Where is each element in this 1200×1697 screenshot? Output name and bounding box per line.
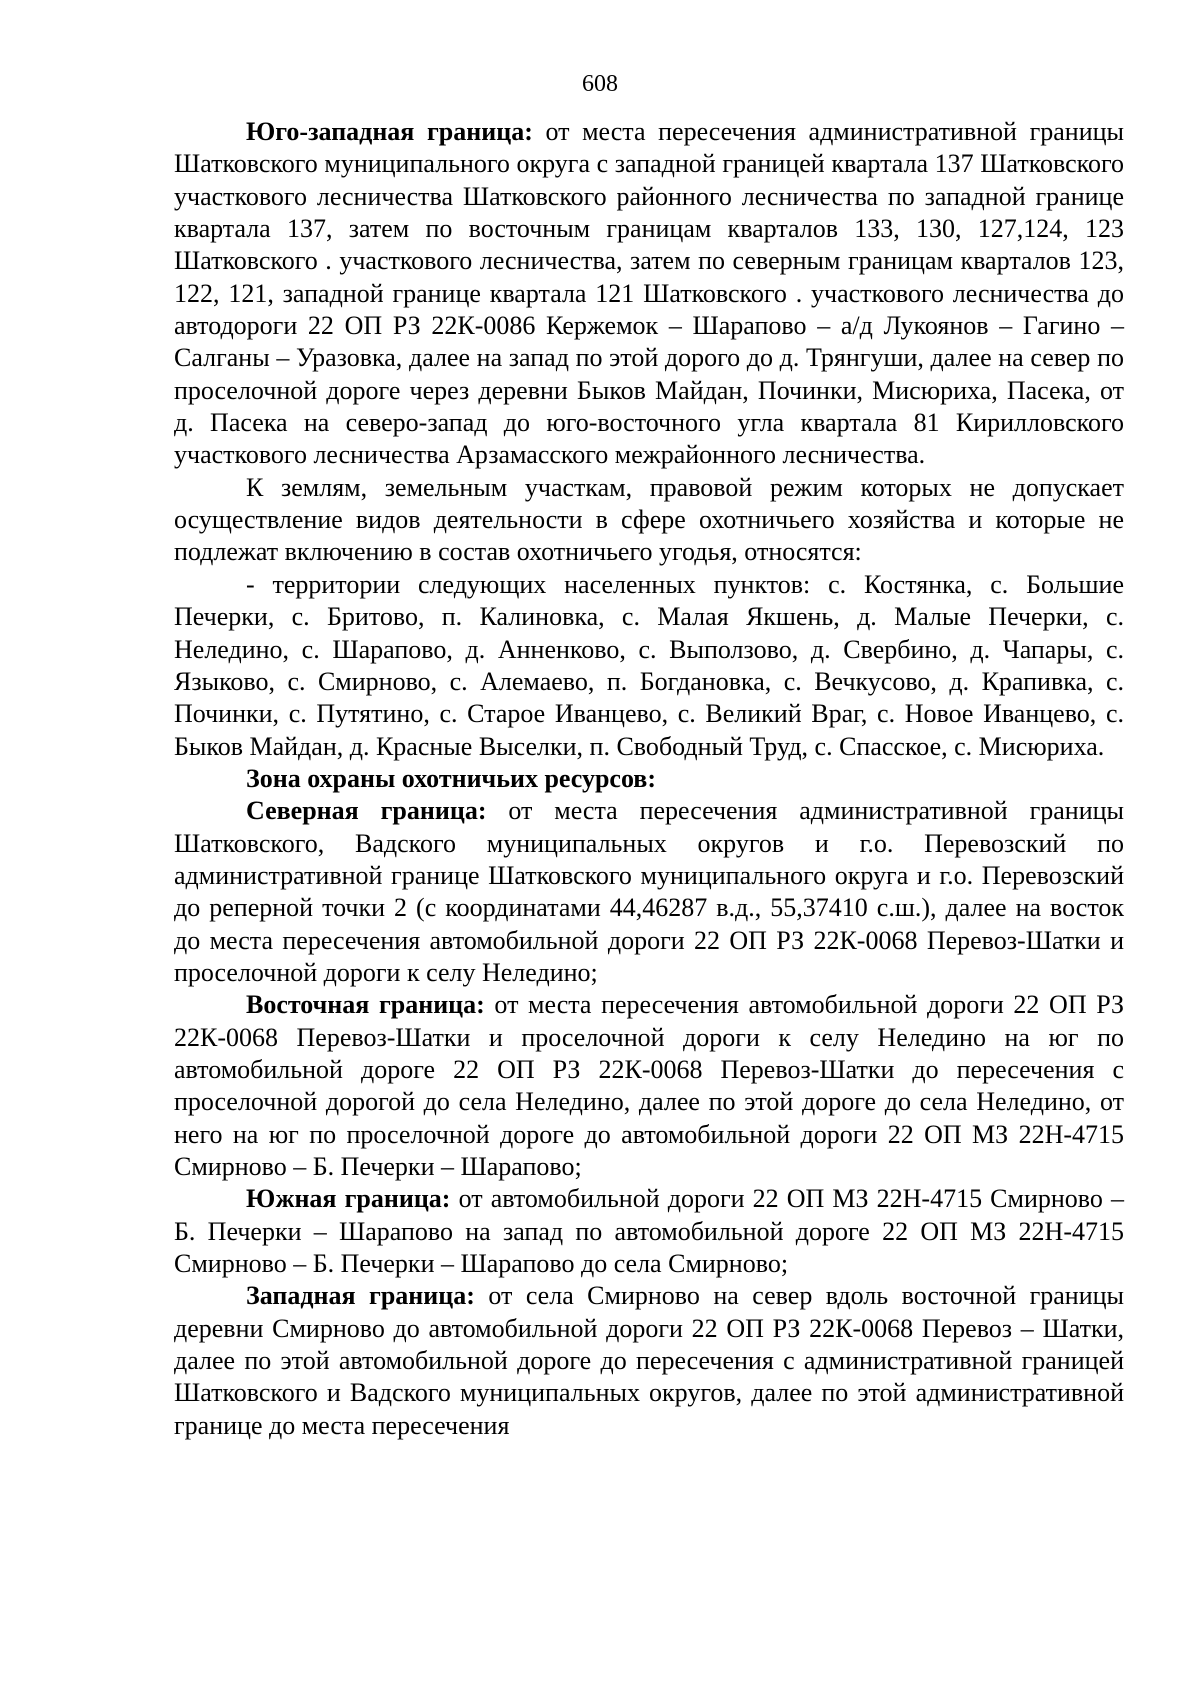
paragraph-text: от места пересечения административной границы Шатковского, Вадского муниципальных округов и г.о. Перевозский по административной границе Шатковского муниципального округа и г.о. Перевозский до реперной точки 2 (с координатами 44,46287 в.д., 55,37410 с.ш.), далее на восток до места пересечения автомобильной дороги 22 ОП РЗ 22К-0068 Перевоз-Шатки и проселочной дороги к селу Неледино; <box>174 796 1124 987</box>
paragraph-southwest-border <box>174 116 1124 472</box>
paragraph-text: от места пересечения административной границы Шатковского муниципального округа с западной границей квартала 137 Шатковского участкового лесничества Шатковского районного лесничества по западной границе квартала 137, затем по восточным границам кварталов 133, 130, 127,124, 123 Шатковского . участкового лесничества, затем по северным границам кварталов 123, 122, 121, западной границе квартала 121 Шатковского . участкового лесничества до автодороги 22 ОП РЗ 22К-0086 Кержемок – Шарапово – а/д Лукоянов – Гагино – Салганы – Уразовка, далее на запад по этой дорого до д. Трянгуши, далее на север по проселочной дороге через деревни Быков Майдан, Починки, Мисюриха, Пасека, от д. Пасека на северо-запад до юго-восточного угла квартала 81 Кирилловского участкового лесничества Арзамасского межрайонного лесничества. <box>174 117 1124 470</box>
paragraph-text: - территории следующих населенных пунктов: с. Костянка, с. Большие Печерки, с. Бритово, п. Калиновка, с. Малая Якшень, д. Малые Печерки, с. Неледино, с. Шарапово, д. Анненково, с. Выползово, д. Свербино, д. Чапары, с. Языково, с. Смирново, с. Алемаево, п. Богдановка, с. Вечкусово, д. Крапивка, с. Починки, с. Путятино, с. Старое Иванцево, с. Великий Враг, с. Новое Иванцево, с. Быков Майдан, д. Красные Выселки, п. Свободный Труд, с. Спасское, с. Мисюриха. <box>174 569 1124 761</box>
paragraph-lead: Северная граница: <box>246 796 487 826</box>
paragraph-north-border <box>174 795 1124 989</box>
paragraph-lead: Западная граница: <box>246 1281 475 1311</box>
paragraph-south-border <box>174 1183 1124 1280</box>
paragraph-lead: Юго-западная граница: <box>246 117 533 146</box>
paragraph-text: от места пересечения автомобильной дороги 22 ОП РЗ 22К-0068 Перевоз-Шатки и проселочной дороги к селу Неледино на юг по автомобильной дороге 22 ОП РЗ 22К-0068 Перевоз-Шатки до пересечения с проселочной дорогой до села Неледино, далее по этой дороге до села Неледино, от него на юг по проселочной дороге до автомобильной дороги 22 ОП МЗ 22Н-4715 Смирново – Б. Печерки – Шарапово; <box>174 990 1125 1181</box>
paragraph-lead: Южная граница: <box>246 1184 451 1214</box>
paragraph-excluded-lands <box>174 472 1124 569</box>
page-number: 608 <box>582 71 618 97</box>
document-body <box>174 116 1124 1442</box>
paragraph-east-border <box>174 989 1124 1183</box>
paragraph-west-border <box>174 1280 1124 1442</box>
paragraph-text: К землям, земельным участкам, правовой режим которых не допускает осуществление видов деятельности в сфере охотничьего хозяйства и которые не подлежат включению в состав охотничьего угодья, относятся: <box>174 472 1124 567</box>
paragraph-lead: Восточная граница: <box>246 990 485 1020</box>
paragraph-settlements-list <box>174 569 1124 763</box>
section-heading: Зона охраны охотничьих ресурсов: <box>246 763 657 793</box>
paragraph-text: от автомобильной дороги 22 ОП МЗ 22Н-4715 Смирново – Б. Печерки – Шарапово на запад по автомобильной дороге 22 ОП МЗ 22Н-4715 Смирново – Б. Печерки – Шарапово до села Смирново; <box>174 1184 1124 1279</box>
paragraph-text: от села Смирново на север вдоль восточной границы деревни Смирново до автомобильной дороги 22 ОП РЗ 22К-0068 Перевоз – Шатки, далее по этой автомобильной дороге до пересечения с административной границей Шатковского и Вадского муниципальных округов, далее по этой административной границе до места пересечения <box>174 1281 1124 1440</box>
